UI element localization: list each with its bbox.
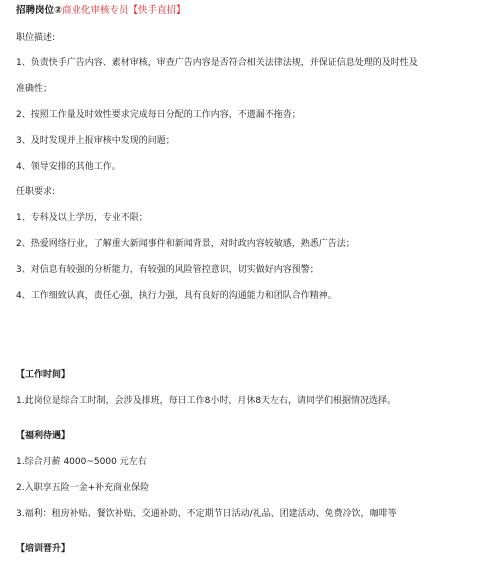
work-time-heading: 【工作时间】	[16, 370, 71, 380]
benefits-heading: 【福利待遇】	[16, 431, 71, 441]
requirements-heading: 任职要求:	[16, 187, 56, 197]
requirement-item-1: 1、专科及以上学历，专业不限；	[16, 213, 148, 223]
job-title-prefix: 招聘岗位②	[16, 5, 63, 16]
duty-item-1-line-2: 准确性；	[16, 84, 53, 94]
requirement-item-2: 2、热爱网络行业，了解重大新闻事件和新闻背景，对时政内容较敏感，熟悉广告法；	[16, 239, 355, 249]
job-position-name: 商业化审核专员【快手直招】	[62, 5, 186, 16]
benefit-item-2: 2.入职享五险一金+补充商业保险	[16, 483, 150, 493]
requirement-item-3: 3、对信息有较强的分析能力，有较强的风险管控意识，切实做好内容预警；	[16, 265, 319, 275]
work-time-text: 1.此岗位是综合工时制，会涉及排班，每日工作8小时，月休8天左右，请同学们根据情况选择。	[16, 396, 397, 406]
benefit-item-3: 3.福利：租房补贴、餐饮补贴、交通补助、不定期节日活动/礼品、团建活动、免费冷饮，咖啡等	[16, 509, 397, 519]
duties-heading: 职位描述:	[16, 33, 56, 43]
requirement-item-4: 4、工作细致认真，责任心强，执行力强，具有良好的沟通能力和团队合作精神。	[16, 291, 337, 301]
duty-item-4: 4、领导安排的其他工作。	[16, 162, 121, 172]
duty-item-1-line-1: 1、负责快手广告内容、素材审核，审查广告内容是否符合相关法律法规，并保证信息处理的及时性及	[16, 58, 418, 68]
job-title	[16, 5, 186, 17]
benefit-item-1: 1.综合月薪 4000~5000 元左右	[16, 457, 147, 467]
duty-item-2: 2、按照工作量及时效性要求完成每日分配的工作内容，不遗漏不拖沓；	[16, 110, 301, 120]
training-heading: 【培训晋升】	[16, 544, 71, 554]
duty-item-3: 3、及时发现并上报审核中发现的问题；	[16, 136, 175, 146]
